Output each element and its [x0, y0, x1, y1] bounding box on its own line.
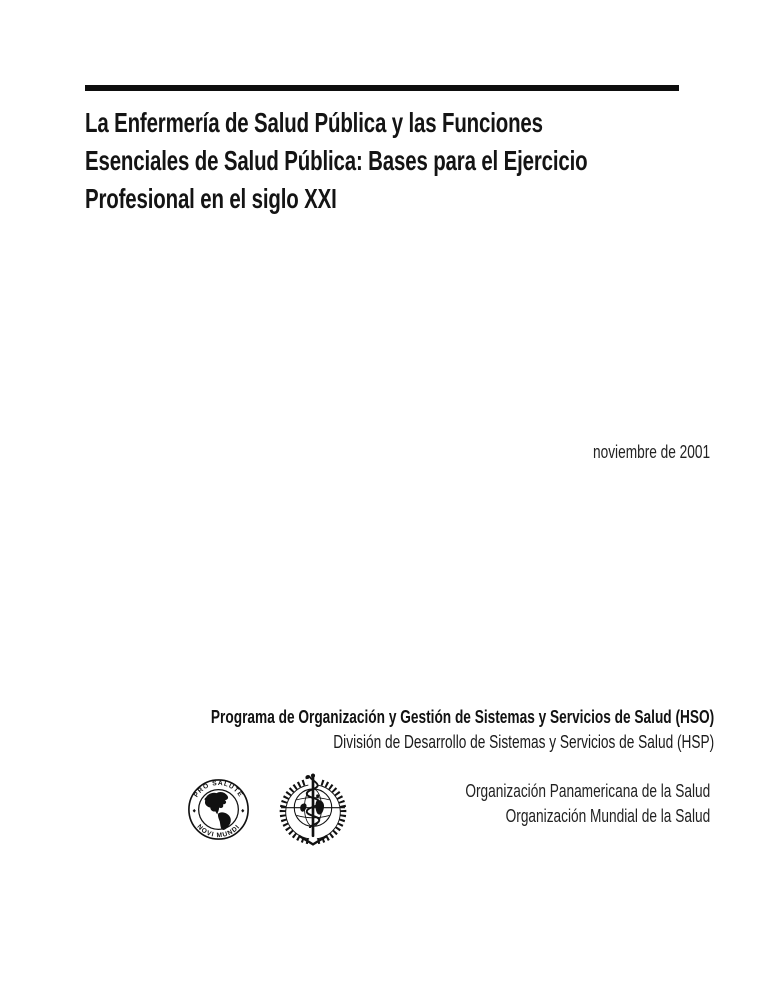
seal-bottom-text: NOVI MUNDI — [195, 823, 242, 840]
paho-name-line: Organización Panamericana de la Salud — [465, 781, 710, 801]
title-rule — [85, 85, 679, 91]
title-line-1: La Enfermería de Salud Pública y las Funciones — [85, 107, 543, 138]
who-name-line: Organización Mundial de la Salud — [505, 806, 710, 826]
americas-silhouette — [205, 792, 231, 830]
division-line: División de Desarrollo de Sistemas y Servicios de Salud (HSP) — [333, 732, 714, 752]
seal-star-left-icon — [193, 809, 196, 813]
paho-seal-icon — [187, 777, 250, 842]
title-line-3: Profesional en el siglo XXI — [85, 183, 337, 214]
organizations-block — [465, 779, 710, 829]
document-title — [85, 104, 588, 218]
program-line: Programa de Organización y Gestión de Sistemas y Servicios de Salud (HSO) — [210, 707, 714, 727]
who-emblem-icon — [274, 769, 352, 851]
publication-date: noviembre de 2001 — [592, 442, 710, 462]
seal-star-right-icon — [241, 809, 244, 813]
seal-top-text: PRO SALUTE — [192, 779, 245, 799]
title-line-2: Esenciales de Salud Pública: Bases para el Ejercicio — [85, 145, 588, 176]
program-block — [211, 705, 714, 755]
